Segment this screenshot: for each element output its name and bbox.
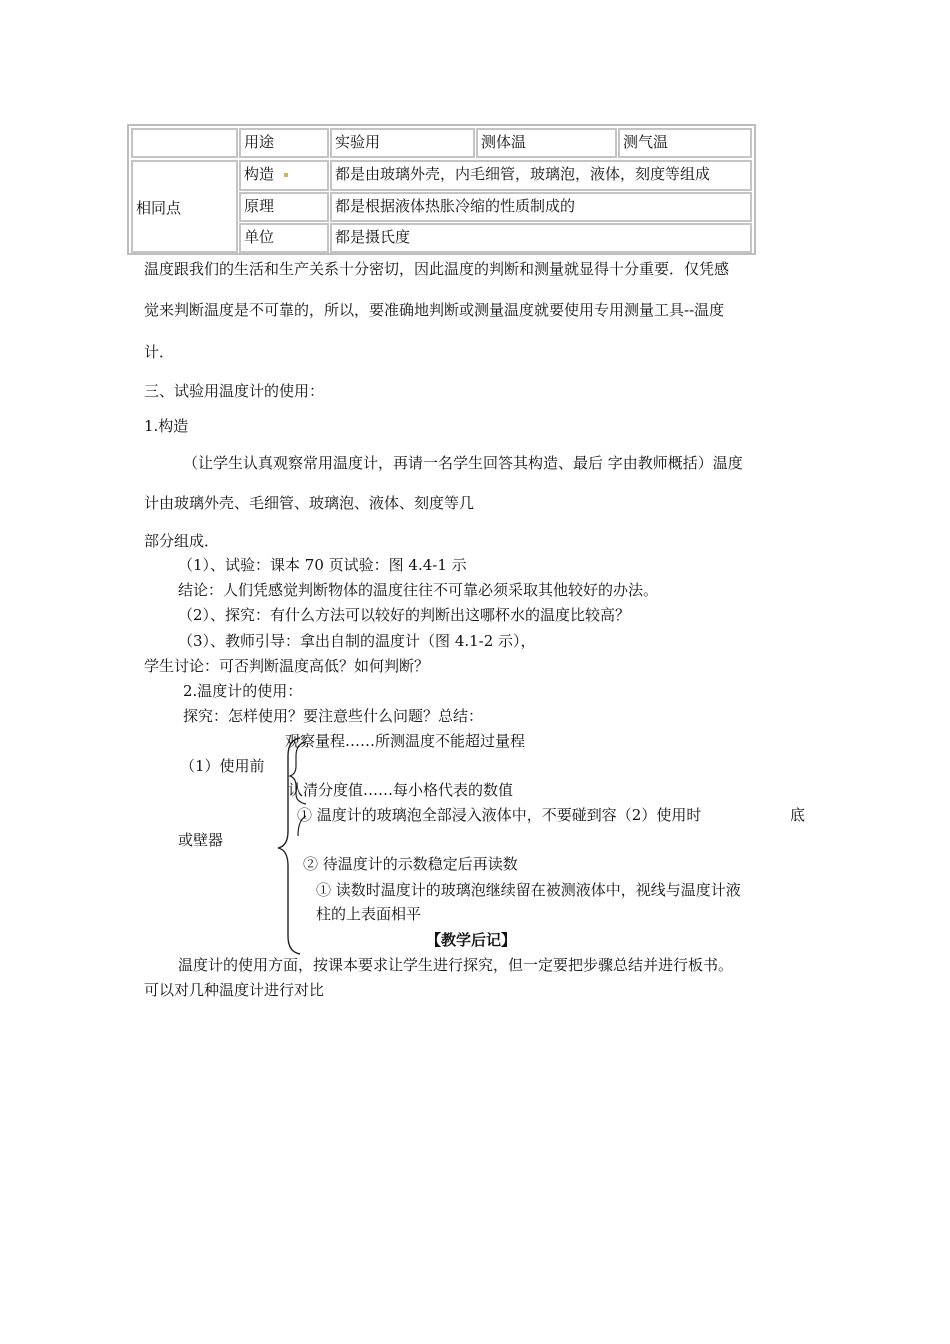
usage-before-label: （1）使用前	[180, 757, 265, 775]
paragraph-line: 计由玻璃外壳、毛细管、玻璃泡、液体、刻度等几	[144, 494, 475, 512]
table-group-label-text: 相同点	[136, 199, 182, 217]
postscript-line: 温度计的使用方面，按课本要求让学生进行探究，但一定要把步骤总结并进行板书。	[178, 956, 734, 974]
paragraph-line: 觉来判断温度是不可靠的，所以，要准确地判断或测量温度就要使用专用测量工具--温度	[144, 301, 725, 319]
experiment-line: （2）、探究：有什么方法可以较好的判断出这哪杯水的温度比较高？	[178, 606, 631, 624]
table-row-value: 都是摄氏度	[330, 223, 752, 253]
comparison-table	[127, 124, 756, 255]
table-group-label	[131, 160, 238, 253]
item-heading: 1.构造	[144, 417, 189, 435]
usage-during-item-cont: 或壁器	[178, 831, 224, 849]
table-header-cell: 实验用	[330, 128, 475, 158]
table-row-label-text: 构造	[244, 165, 275, 183]
table-header-cell	[131, 128, 238, 158]
table-row-label	[239, 160, 329, 191]
paragraph-line: 部分组成．	[144, 532, 220, 550]
section-heading: 三、试验用温度计的使用：	[144, 382, 325, 400]
usage-during-item-end: 底	[790, 806, 806, 824]
conclusion-line: 结论：人们凭感觉判断物体的温度往往不可靠必须采取其他较好的办法。	[178, 581, 659, 599]
usage-during-item: 柱的上表面相平	[316, 905, 422, 923]
usage-before-item: 观察量程……所测温度不能超过量程	[285, 732, 526, 750]
paragraph-line: （让学生认真观察常用温度计，再请一名学生回答其构造、最后 字由教师概括）温度	[183, 454, 743, 472]
paragraph-line: 温度跟我们的生活和生产关系十分密切，因此温度的判断和测量就显得十分重要．仅凭感	[144, 260, 730, 278]
usage-before-item: 认清分度值……每小格代表的数值	[288, 781, 514, 799]
postscript-heading: 【教学后记】	[426, 931, 517, 949]
table-header-cell: 用途	[239, 128, 329, 158]
table-row-label: 原理	[239, 192, 329, 222]
usage-during-item: ① 温度计的玻璃泡全部浸入液体中，不要碰到容（2）使用时	[297, 806, 702, 824]
table-header-cell: 测气温	[618, 128, 752, 158]
brace-icon	[270, 736, 310, 956]
postscript-line: 可以对几种温度计进行对比	[144, 981, 325, 999]
usage-during-item: ① 读数时温度计的玻璃泡继续留在被测液体中，视线与温度计液	[316, 881, 741, 899]
experiment-line: （3）、教师引导：拿出自制的温度计（图 4.1-2 示），	[178, 632, 536, 650]
explore-line: 探究：怎样使用？要注意些什么问题？总结：	[183, 707, 484, 725]
table-row-label: 单位	[239, 223, 329, 253]
experiment-line: （1）、试验：课本 70 页试验：图 4.4-1 示	[178, 556, 467, 574]
table-row-value: 都是根据液体热胀冷缩的性质制成的	[330, 192, 752, 222]
usage-during-item: ② 待温度计的示数稳定后再读数	[303, 855, 518, 873]
discussion-line: 学生讨论：可否判断温度高低？如何判断？	[144, 657, 430, 675]
paragraph-line: 计．	[144, 343, 175, 361]
table-header-cell: 测体温	[476, 128, 617, 158]
item-heading: 2.温度计的使用：	[183, 682, 303, 700]
dot-icon	[284, 173, 288, 177]
table-row-value: 都是由玻璃外壳，内毛细管，玻璃泡，液体，刻度等组成	[330, 160, 752, 191]
